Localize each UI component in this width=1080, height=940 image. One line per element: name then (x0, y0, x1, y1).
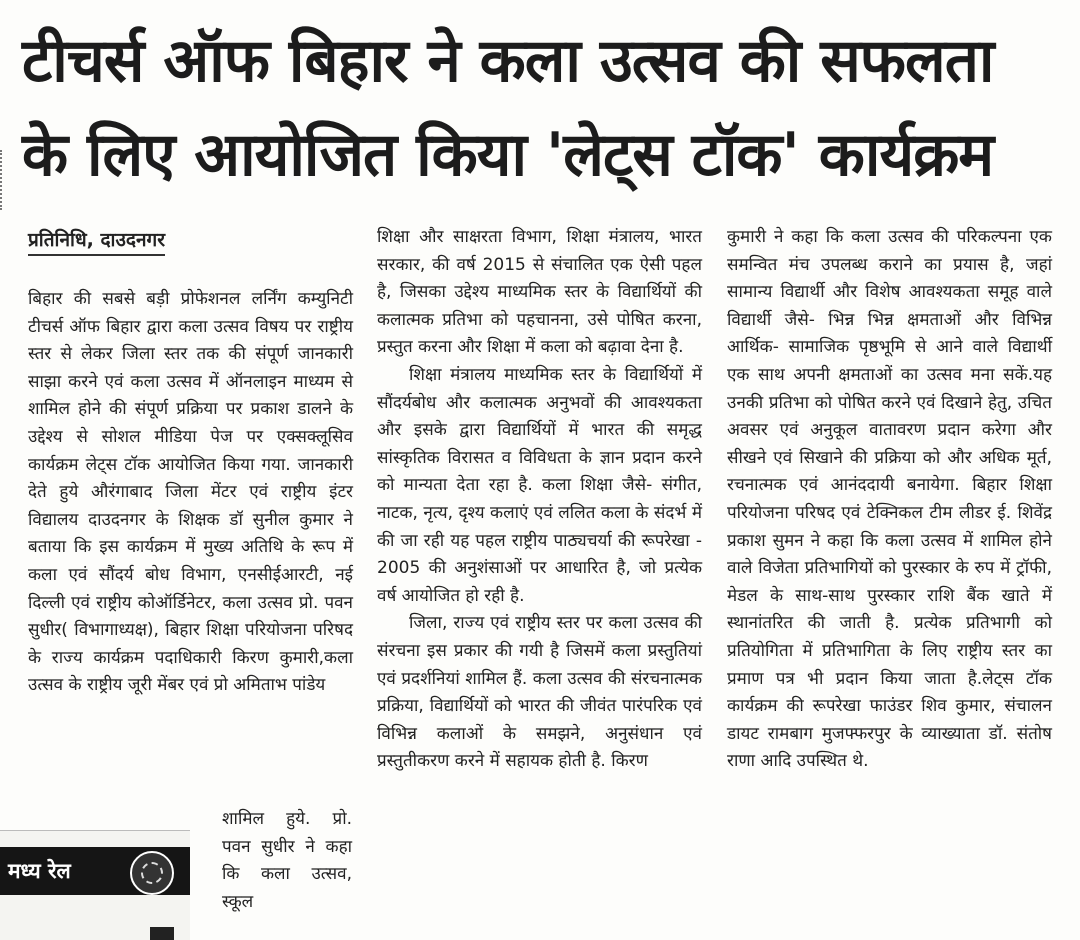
dateline: प्रतिनिधि, दाउदनगर (28, 226, 165, 256)
paragraph: कुमारी ने कहा कि कला उत्सव की परिकल्पना एक समन्वित मंच उपलब्ध कराने का प्रयास है, जहां सामान्य विद्यार्थी और विशेष आवश्यकता समूह वाले विद्यार्थी जैसे- भिन्न भिन्न क्षमताओं और विभिन्न आर्थिक- सामाजिक पृष्ठभूमि से आने वाले विद्यार्थी एक साथ अपनी क्षमताओं का उत्सव मना सकें.यह उनकी प्रतिभा को पोषित करने एवं दिखाने हेतु, उचित अवसर एवं अनुकूल वातावरण प्रदान करेगा और सीखने एवं सिखाने की प्रक्रिया को और अधिक मूर्त, रचनात्मक एवं आनंददायी बनायेगा. बिहार शिक्षा परियोजना परिषद एवं टेक्निकल टीम लीडर ई. शिवेंद्र प्रकाश सुमन ने कहा कि कला उत्सव में शामिल होने वाले विजेता प्रतिभागियों को पुरस्कार के रुप में ट्रॉफी, मेडल के साथ-साथ पुरस्कार राशि बैंक खाते में स्थानांतरित की जाती है. प्रत्येक प्रतिभागी को प्रतियोगिता में प्रतिभागिता के लिए राष्ट्रीय स्तर का प्रमाण पत्र भी प्रदान किया जाता है.लेट्स टॉक कार्यक्रम की रूपरेखा फाउंडर शिव कुमार, संचालन डायट रामबाग मुजफ्फरपुर के व्याख्याता डॉ. संतोष राणा आदि उपस्थित थे. (727, 227, 1052, 772)
ad-title: मध्य रेल (8, 859, 71, 883)
article-column-2 (377, 224, 702, 776)
article-column-1-tail (222, 806, 352, 916)
paragraph: जिला, राज्य एवं राष्ट्रीय स्तर पर कला उत्सव की संरचना इस प्रकार की गयी है जिसमें कला प्रस्तुतियां एवं प्रदर्शनियां शामिल हैं. कला उत्सव की संरचनात्मक प्रक्रिया, विद्यार्थियों को भारत की जीवंत पारंपरिक एवं विभिन्न कलाओं के समझने, अनुसंधान एवं प्रस्तुतीकरण करने में सहायक होती है. किरण (377, 613, 702, 772)
headline-line-2: के लिए आयोजित किया 'लेट्स टॉक' कार्यक्रम (22, 120, 994, 190)
railway-emblem-icon (130, 851, 174, 895)
ad-corner-mark (150, 927, 174, 940)
article-column-3 (727, 224, 1052, 776)
headline (22, 14, 1062, 202)
paragraph: शिक्षा और साक्षरता विभाग, शिक्षा मंत्रालय, भारत सरकार, की वर्ष 2015 से संचालित एक ऐसी पहल है, जिसका उद्देश्य माध्यमिक स्तर के विद्यार्थियों की कलात्मक प्रतिभा को पहचानना, उसे पोषित करना, प्रस्तुत करना और शिक्षा में कला को बढ़ावा देना है. (377, 227, 702, 358)
headline-line-1: टीचर्स ऑफ बिहार ने कला उत्सव की सफलता (22, 26, 994, 96)
article-column-1 (28, 286, 353, 700)
paragraph: बिहार की सबसे बड़ी प्रोफेशनल लर्निंग कम्युनिटी टीचर्स ऑफ बिहार द्वारा कला उत्सव विषय पर राष्ट्रीय स्तर से लेकर जिला स्तर तक की संपूर्ण जानकारी साझा करने एवं कला उत्सव में ऑनलाइन माध्यम से शामिल होने की संपूर्ण प्रक्रिया पर प्रकाश डालने के उद्देश्य से सोशल मीडिया पेज पर एक्सक्लूसिव कार्यक्रम लेट्स टॉक आयोजित किया गया. जानकारी देते हुये औरंगाबाद जिला मेंटर एवं राष्ट्रीय इंटर विद्यालय दाउदनगर के शिक्षक डॉ सुनील कुमार ने बताया कि इस कार्यक्रम में मुख्य अतिथि के रूप में कला एवं सौंदर्य बोध विभाग, एनसीईआरटी, नई दिल्ली एवं राष्ट्रीय कोऑर्डिनेटर, कला उत्सव प्रो. पवन सुधीर( विभागाध्यक्ष), बिहार शिक्षा परियोजना परिषद के राज्य कार्यक्रम पदाधिकारी किरण कुमारी,कला उत्सव के राष्ट्रीय जूरी मेंबर एवं प्रो अमिताभ पांडेय (28, 289, 353, 696)
paragraph: शामिल हुये. प्रो. पवन सुधीर ने कहा कि कला उत्सव, स्कूल (222, 809, 352, 912)
ad-banner (0, 847, 190, 895)
paragraph: शिक्षा मंत्रालय माध्यमिक स्तर के विद्यार्थियों में सौंदर्यबोध और कलात्मक अनुभवों की आवश्यकता और इसके द्वारा विद्यार्थियों में भारत की समृद्ध सांस्कृतिक विरासत व विविधता के ज्ञान प्रदान करने को मान्यता देता रहा है. कला शिक्षा जैसे- संगीत, नाटक, नृत्य, दृश्य कलाएं एवं ललित कला के संदर्भ में की जा रही यह पहल राष्ट्रीय पाठ्यचर्या की रूपरेखा - 2005 की अनुशंसाओं पर आधारित है, जो प्रत्येक वर्ष आयोजित हो रही है. (377, 364, 702, 606)
railway-ad (0, 830, 190, 940)
page-edge-dots (0, 150, 8, 210)
